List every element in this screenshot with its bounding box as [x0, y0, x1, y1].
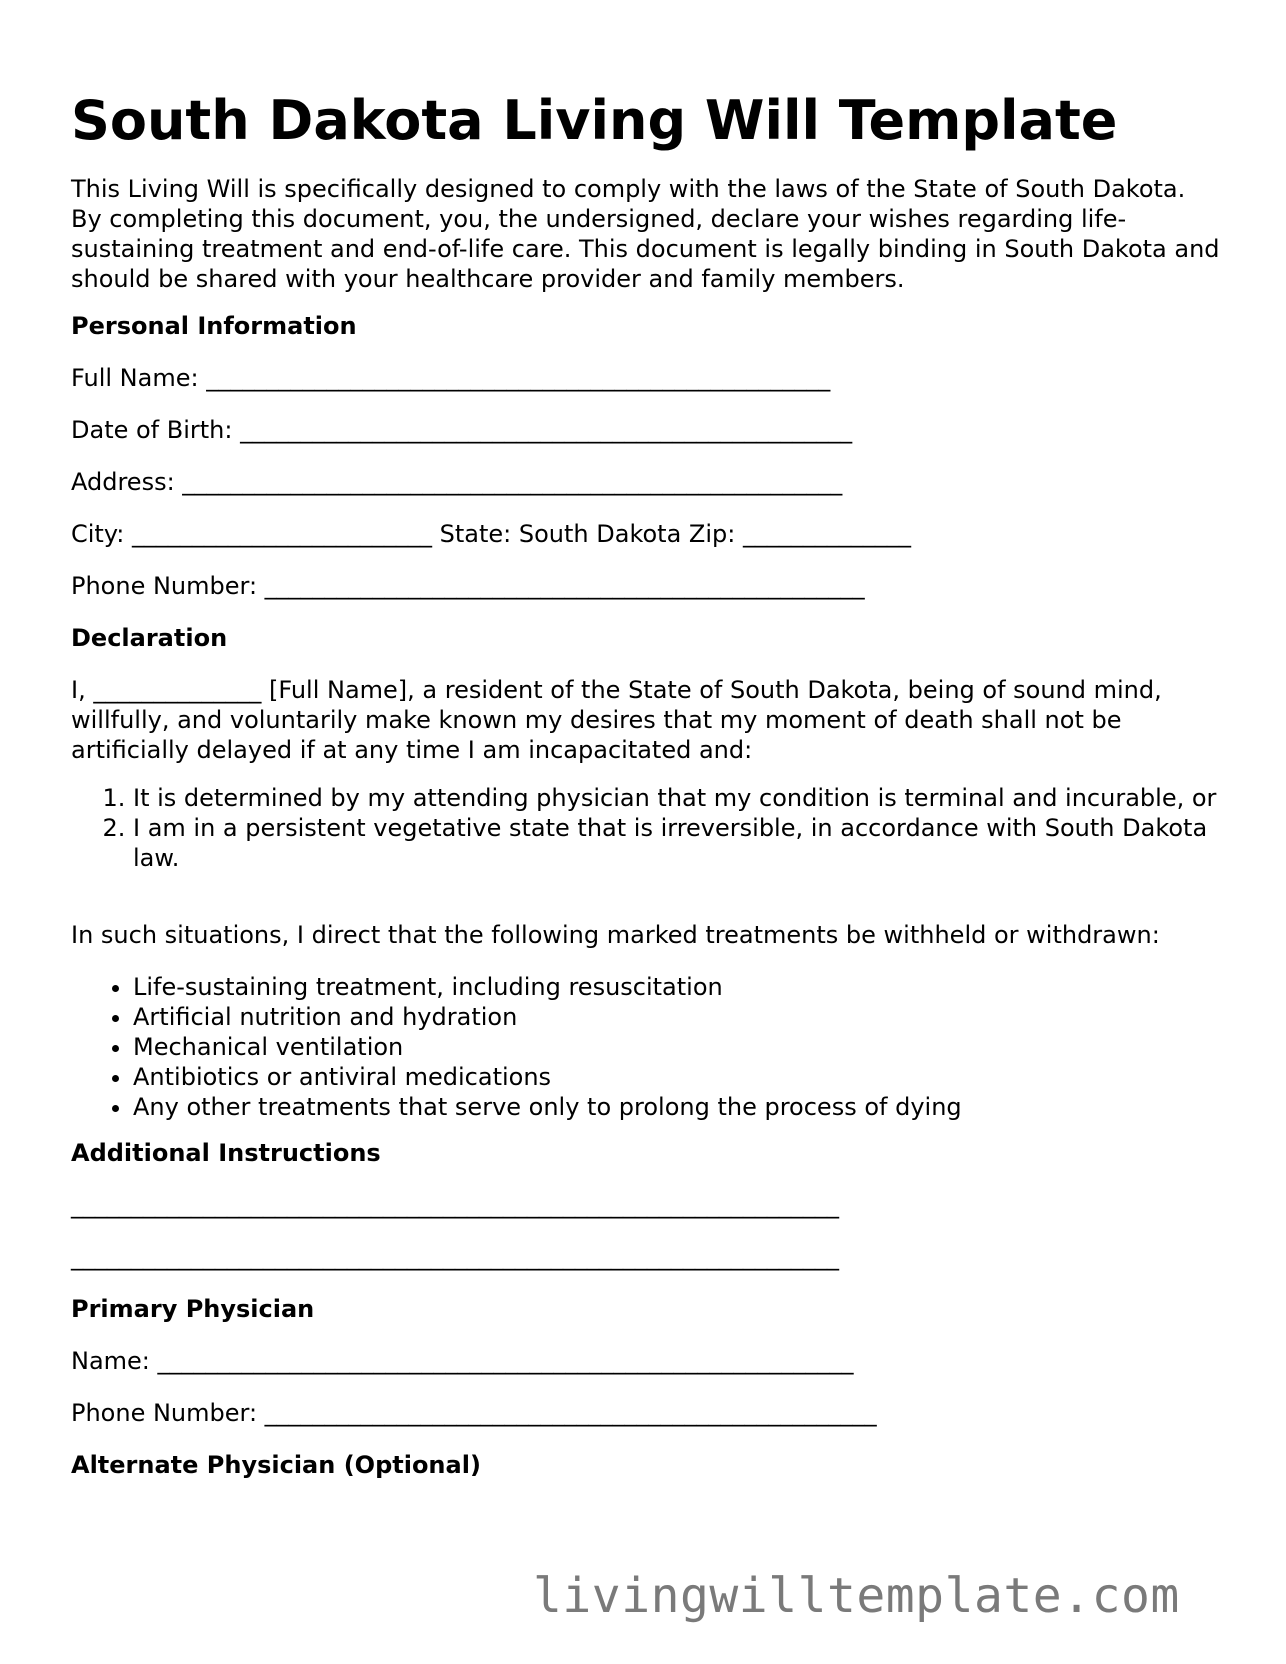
list-item: 1. It is determined by my attending physician that my condition is terminal and incurable, or [133, 783, 1221, 813]
list-item: • Artificial nutrition and hydration [133, 1002, 1221, 1032]
list-item: • Antibiotics or antiviral medications [133, 1062, 1221, 1092]
address-field[interactable]: Address: _______________________________________________________ [71, 468, 843, 496]
watermark: livingwilltemplate.com [533, 1568, 1180, 1624]
treatments-list [71, 972, 1221, 1122]
list-item: • Any other treatments that serve only to prolong the process of dying [133, 1092, 1221, 1122]
list-item: • Life-sustaining treatment, including resuscitation [133, 972, 1221, 1002]
personal-info-heading: Personal Information [71, 312, 357, 340]
additional-instructions-line-1[interactable]: ________________________________________________________________ [71, 1191, 839, 1219]
city-state-zip-field[interactable]: City: _________________________ State: South Dakota Zip: ______________ [71, 520, 911, 548]
situations-paragraph: In such situations, I direct that the following marked treatments be withheld or withdrawn: [71, 921, 1160, 949]
list-item: 2. I am in a persistent vegetative state that is irreversible, in accordance with South Dakota law. [133, 813, 1221, 873]
phone-number-field[interactable]: Phone Number: __________________________________________________ [71, 572, 865, 600]
alternate-physician-heading: Alternate Physician (Optional) [71, 1451, 481, 1479]
intro-paragraph: This Living Will is specifically designed to comply with the laws of the State of South Dakota. By completing this document, you, the undersigned, declare your wishes regarding life-sustaining treatment and end-of-life care. This document is legally binding in South Dakota and should be shared with your healthcare provider and family members. [71, 175, 1220, 293]
physician-name-field[interactable]: Name: __________________________________________________________ [71, 1347, 854, 1375]
declaration-heading: Declaration [71, 624, 228, 652]
additional-instructions-heading: Additional Instructions [71, 1139, 381, 1167]
physician-phone-field[interactable]: Phone Number: ___________________________________________________ [71, 1399, 877, 1427]
additional-instructions-line-2[interactable]: ________________________________________________________________ [71, 1243, 839, 1271]
date-of-birth-field[interactable]: Date of Birth: ___________________________________________________ [71, 416, 853, 444]
page-title: South Dakota Living Will Template [71, 89, 1118, 152]
full-name-field[interactable]: Full Name: ____________________________________________________ [71, 364, 831, 392]
conditions-list [71, 783, 1221, 873]
list-item: • Mechanical ventilation [133, 1032, 1221, 1062]
declaration-paragraph: I, ______________ [Full Name], a resident of the State of South Dakota, being of sound mind, willfully, and voluntarily make known my desires that my moment of death shall not be artificially delayed if at any time I am incapacitated and: [71, 676, 1162, 764]
primary-physician-heading: Primary Physician [71, 1295, 315, 1323]
